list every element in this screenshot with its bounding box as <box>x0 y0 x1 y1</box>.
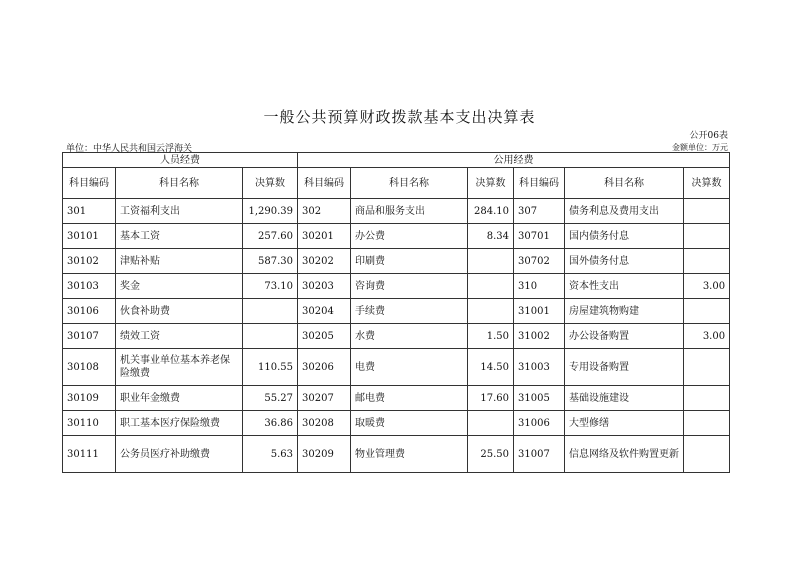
cell-code-1: 30110 <box>63 411 116 436</box>
header-name-1: 科目名称 <box>116 168 243 199</box>
cell-name-2: 物业管理费 <box>351 436 468 473</box>
cell-name-3: 基础设施建设 <box>565 386 684 411</box>
cell-amount-1: 55.27 <box>243 386 298 411</box>
report-title: 一般公共预算财政拨款基本支出决算表 <box>263 108 536 126</box>
cell-name-2: 水费 <box>351 324 468 349</box>
cell-amount-3 <box>684 386 730 411</box>
cell-amount-1 <box>243 299 298 324</box>
cell-code-3: 31001 <box>514 299 565 324</box>
cell-code-1: 30111 <box>63 436 116 473</box>
header-amount-3: 决算数 <box>684 168 730 199</box>
cell-code-2: 30203 <box>298 274 351 299</box>
cell-name-3: 房屋建筑物购建 <box>565 299 684 324</box>
cell-name-3: 资本性支出 <box>565 274 684 299</box>
header-code-1: 科目编码 <box>63 168 116 199</box>
cell-code-1: 30103 <box>63 274 116 299</box>
header-code-2: 科目编码 <box>298 168 351 199</box>
cell-code-1: 30109 <box>63 386 116 411</box>
cell-name-2: 印刷费 <box>351 249 468 274</box>
header-code-3: 科目编码 <box>514 168 565 199</box>
cell-code-3: 31005 <box>514 386 565 411</box>
cell-code-1: 30106 <box>63 299 116 324</box>
cell-code-3: 31002 <box>514 324 565 349</box>
cell-code-2: 302 <box>298 199 351 224</box>
cell-code-2: 30201 <box>298 224 351 249</box>
cell-name-3: 债务利息及费用支出 <box>565 199 684 224</box>
cell-name-1: 职业年金缴费 <box>116 386 243 411</box>
cell-code-1: 301 <box>63 199 116 224</box>
cell-name-3: 办公设备购置 <box>565 324 684 349</box>
cell-code-3: 31003 <box>514 349 565 386</box>
cell-amount-2 <box>468 299 514 324</box>
cell-code-3: 307 <box>514 199 565 224</box>
cell-name-2: 取暖费 <box>351 411 468 436</box>
cell-amount-1: 5.63 <box>243 436 298 473</box>
cell-amount-1: 73.10 <box>243 274 298 299</box>
cell-name-1: 伙食补助费 <box>116 299 243 324</box>
cell-amount-1 <box>243 324 298 349</box>
cell-code-3: 310 <box>514 274 565 299</box>
cell-name-3: 信息网络及软件购置更新 <box>565 436 684 473</box>
cell-amount-2 <box>468 249 514 274</box>
header-name-2: 科目名称 <box>351 168 468 199</box>
cell-amount-3 <box>684 436 730 473</box>
cell-name-1: 津贴补贴 <box>116 249 243 274</box>
cell-amount-2: 1.50 <box>468 324 514 349</box>
form-number: 公开06表 <box>689 131 728 141</box>
cell-code-2: 30208 <box>298 411 351 436</box>
cell-amount-1: 110.55 <box>243 349 298 386</box>
cell-amount-3 <box>684 224 730 249</box>
table-row <box>63 249 730 274</box>
cell-name-1: 基本工资 <box>116 224 243 249</box>
cell-amount-3 <box>684 299 730 324</box>
cell-name-1: 机关事业单位基本养老保险缴费 <box>116 349 243 386</box>
table-row <box>63 299 730 324</box>
cell-name-2: 电费 <box>351 349 468 386</box>
cell-name-1: 奖金 <box>116 274 243 299</box>
header-amount-1: 决算数 <box>243 168 298 199</box>
cell-name-3: 专用设备购置 <box>565 349 684 386</box>
cell-name-1: 工资福利支出 <box>116 199 243 224</box>
cell-amount-1: 257.60 <box>243 224 298 249</box>
cell-code-1: 30102 <box>63 249 116 274</box>
cell-amount-2: 8.34 <box>468 224 514 249</box>
cell-name-1: 公务员医疗补助缴费 <box>116 436 243 473</box>
table-row <box>63 349 730 386</box>
cell-code-3: 31006 <box>514 411 565 436</box>
cell-amount-2 <box>468 411 514 436</box>
cell-name-2: 商品和服务支出 <box>351 199 468 224</box>
cell-code-3: 30701 <box>514 224 565 249</box>
cell-amount-2: 284.10 <box>468 199 514 224</box>
cell-name-2: 办公费 <box>351 224 468 249</box>
cell-amount-3 <box>684 349 730 386</box>
cell-code-1: 30107 <box>63 324 116 349</box>
cell-code-3: 30702 <box>514 249 565 274</box>
cell-amount-1: 1,290.39 <box>243 199 298 224</box>
header-name-3: 科目名称 <box>565 168 684 199</box>
cell-amount-2: 17.60 <box>468 386 514 411</box>
cell-name-3: 国外债务付息 <box>565 249 684 274</box>
table-row <box>63 386 730 411</box>
table-row <box>63 274 730 299</box>
budget-table <box>62 152 730 473</box>
cell-code-3: 31007 <box>514 436 565 473</box>
cell-name-1: 绩效工资 <box>116 324 243 349</box>
cell-amount-2: 14.50 <box>468 349 514 386</box>
cell-name-2: 咨询费 <box>351 274 468 299</box>
cell-amount-3: 3.00 <box>684 324 730 349</box>
group-public: 公用经费 <box>298 153 730 168</box>
cell-code-2: 30209 <box>298 436 351 473</box>
cell-code-2: 30202 <box>298 249 351 274</box>
group-personnel: 人员经费 <box>63 153 298 168</box>
cell-amount-3 <box>684 249 730 274</box>
cell-amount-2 <box>468 274 514 299</box>
cell-amount-2: 25.50 <box>468 436 514 473</box>
cell-amount-1: 587.30 <box>243 249 298 274</box>
cell-name-3: 大型修缮 <box>565 411 684 436</box>
cell-amount-3 <box>684 411 730 436</box>
reporting-unit: 单位：中华人民共和国云浮海关 <box>66 144 193 154</box>
cell-name-1: 职工基本医疗保险缴费 <box>116 411 243 436</box>
cell-name-3: 国内债务付息 <box>565 224 684 249</box>
table-row <box>63 199 730 224</box>
cell-amount-1: 36.86 <box>243 411 298 436</box>
cell-code-2: 30207 <box>298 386 351 411</box>
cell-amount-3 <box>684 199 730 224</box>
cell-code-2: 30205 <box>298 324 351 349</box>
cell-code-2: 30204 <box>298 299 351 324</box>
cell-code-1: 30101 <box>63 224 116 249</box>
cell-name-2: 邮电费 <box>351 386 468 411</box>
cell-code-1: 30108 <box>63 349 116 386</box>
table-row <box>63 436 730 473</box>
cell-name-2: 手续费 <box>351 299 468 324</box>
amount-unit: 金额单位：万元 <box>672 143 728 152</box>
table-row <box>63 411 730 436</box>
cell-code-2: 30206 <box>298 349 351 386</box>
header-amount-2: 决算数 <box>468 168 514 199</box>
table-row <box>63 324 730 349</box>
table-row <box>63 224 730 249</box>
cell-amount-3: 3.00 <box>684 274 730 299</box>
